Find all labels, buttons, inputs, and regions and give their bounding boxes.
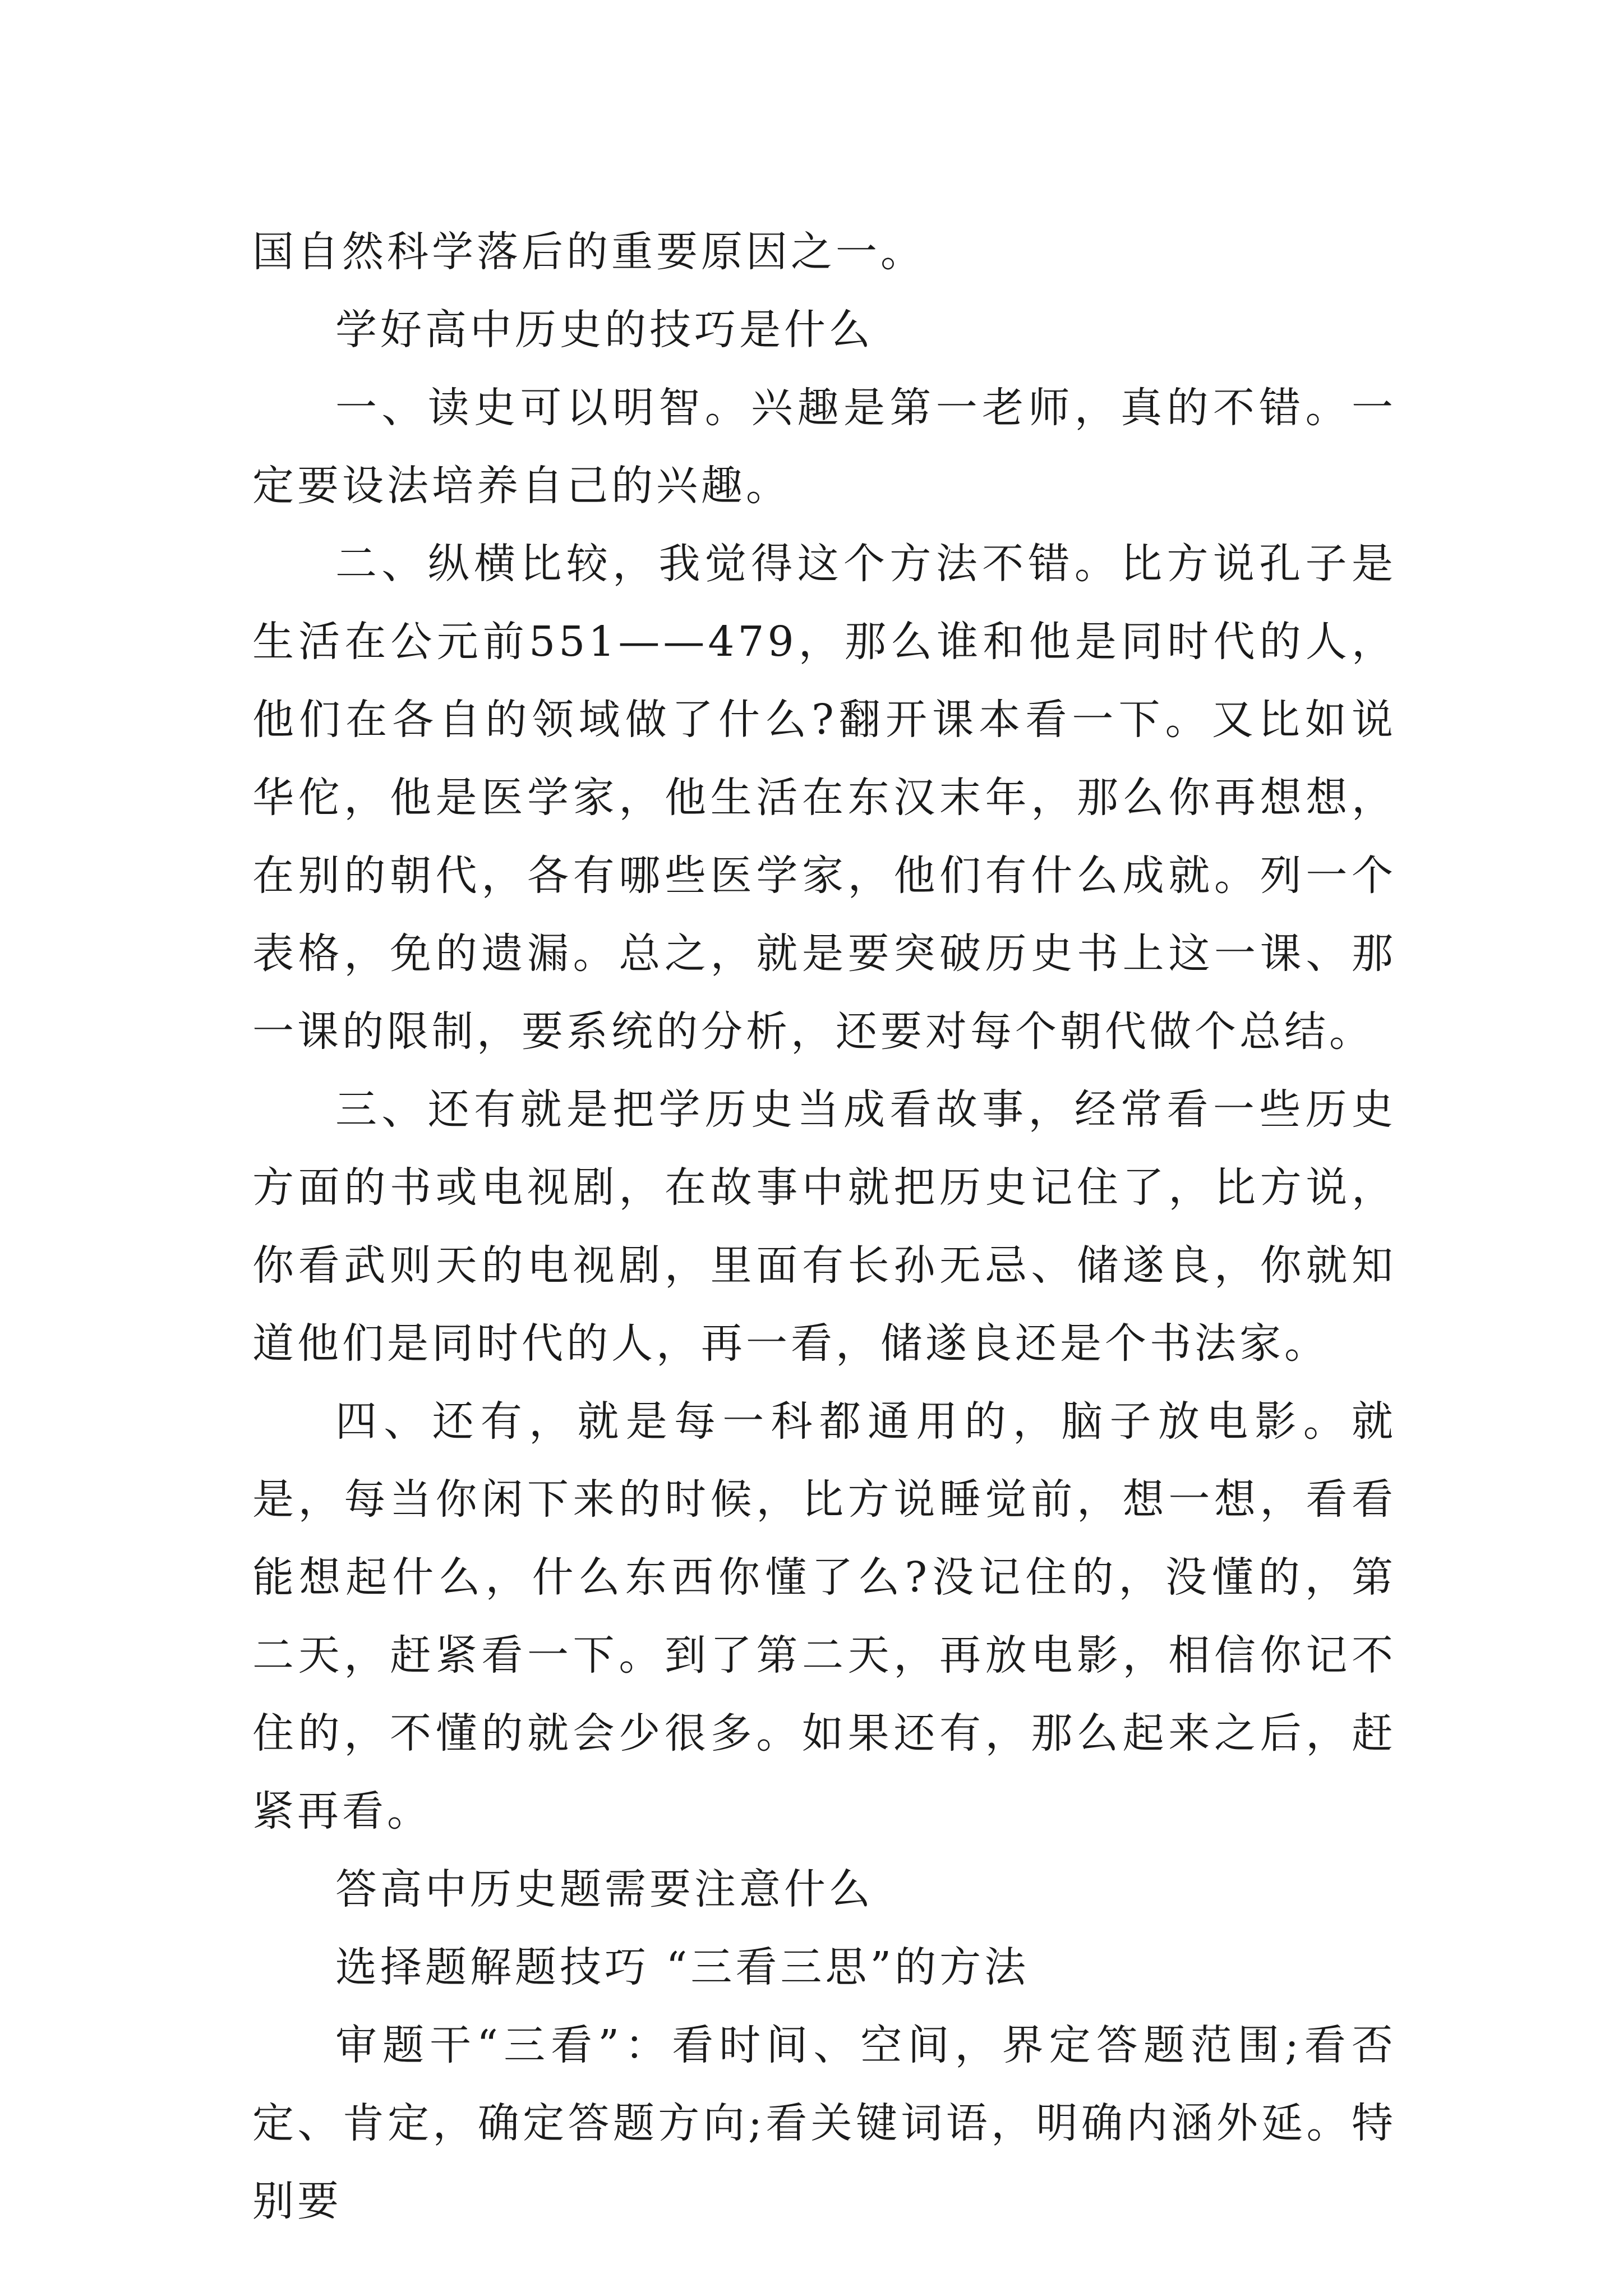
paragraph: 三、还有就是把学历史当成看故事，经常看一些历史方面的书或电视剧，在故事中就把历史记住了，比方说，你看武则天的电视剧，里面有长孙无忌、储遂良，你就知道他们是同时代的人，再一看，储遂良还是个书法家。 xyxy=(252,1085,1396,1368)
document-body xyxy=(252,213,1396,2240)
section-heading: 答高中历史题需要注意什么 xyxy=(335,1865,874,1913)
section-heading: 学好高中历史的技巧是什么 xyxy=(335,306,874,354)
paragraph: 一、读史可以明智。兴趣是第一老师，真的不错。一定要设法培养自己的兴趣。 xyxy=(252,384,1396,510)
paragraph: 二、纵横比较，我觉得这个方法不错。比方说孔子是生活在公元前551——479，那么谁和他是同时代的人，他们在各自的领域做了什么?翻开课本看一下。又比如说华佗，他是医学家，他生活在东汉末年，那么你再想想，在别的朝代，各有哪些医学家，他们有什么成就。列一个表格，免的遗漏。总之，就是要突破历史书上这一课、那一课的限制，要系统的分析，还要对每个朝代做个总结。 xyxy=(252,540,1396,1056)
paragraph: 审题干“三看”：看时间、空间，界定答题范围;看否定、肯定，确定答题方向;看关键词语，明确内涵外延。特别要 xyxy=(252,2021,1396,2225)
subsection-heading: 选择题解题技巧 “三看三思”的方法 xyxy=(335,1943,1030,1991)
paragraph: 国自然科学落后的重要原因之一。 xyxy=(252,228,925,276)
paragraph: 四、还有，就是每一科都通用的，脑子放电影。就是，每当你闲下来的时候，比方说睡觉前，想一想，看看能想起什么，什么东西你懂了么?没记住的，没懂的，第二天，赶紧看一下。到了第二天，再放电影，相信你记不住的，不懂的就会少很多。如果还有，那么起来之后，赶紧再看。 xyxy=(252,1397,1396,1835)
